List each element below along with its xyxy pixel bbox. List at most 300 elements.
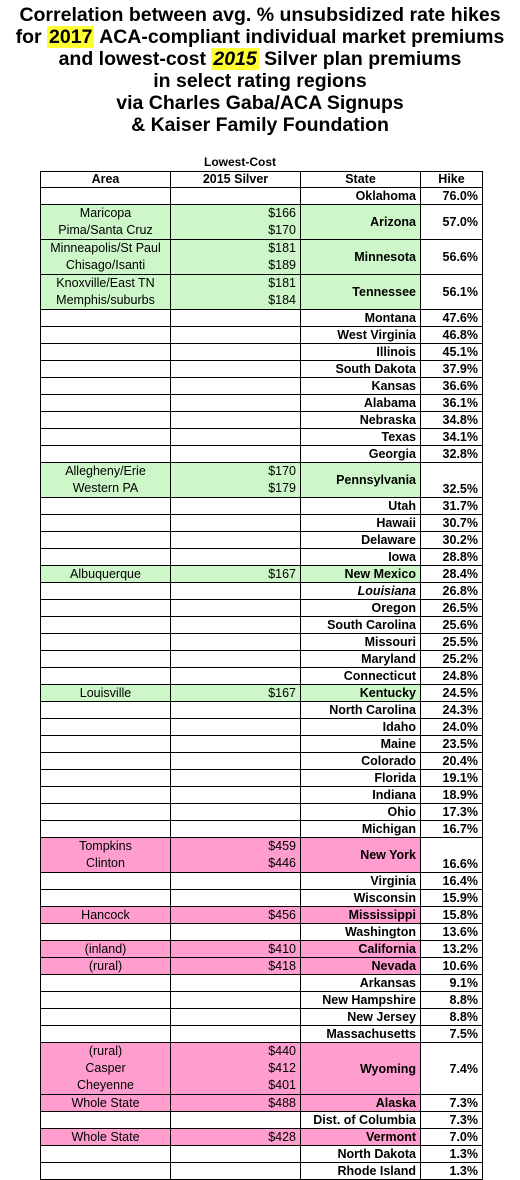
area-name: Whole State bbox=[71, 1096, 140, 1110]
area-name: Clinton bbox=[86, 856, 125, 870]
title-line-3-post: Silver plan premiums bbox=[258, 48, 462, 70]
hike-header: Hike bbox=[421, 172, 483, 188]
area-header: Area bbox=[41, 172, 171, 188]
hike-cell: 45.1% bbox=[421, 344, 483, 361]
state-cell: South Carolina bbox=[301, 617, 421, 634]
table-row bbox=[41, 736, 483, 753]
table-row bbox=[41, 1146, 483, 1163]
hike-cell: 37.9% bbox=[421, 361, 483, 378]
state-cell: Montana bbox=[301, 310, 421, 327]
silver-price-cell bbox=[171, 838, 301, 873]
area-name: Western PA bbox=[72, 481, 139, 495]
hike-cell: 19.1% bbox=[421, 770, 483, 787]
table-row bbox=[41, 344, 483, 361]
area-name: Tompkins bbox=[79, 839, 132, 853]
silver-price: $189 bbox=[268, 258, 296, 272]
silver-price-cell bbox=[171, 907, 301, 924]
silver-price-cell bbox=[171, 205, 301, 240]
table-row bbox=[41, 412, 483, 429]
hike-cell: 34.8% bbox=[421, 412, 483, 429]
silver-price: $410 bbox=[268, 942, 296, 956]
table-row bbox=[41, 429, 483, 446]
silver-price-cell bbox=[171, 787, 301, 804]
table-row bbox=[41, 566, 483, 583]
area-cell bbox=[41, 941, 171, 958]
page-title bbox=[0, 0, 520, 136]
hike-cell: 8.8% bbox=[421, 992, 483, 1009]
state-cell: New Hampshire bbox=[301, 992, 421, 1009]
title-line-3 bbox=[0, 48, 520, 70]
table-row bbox=[41, 770, 483, 787]
silver-header: 2015 Silver bbox=[171, 172, 301, 188]
silver-price-cell bbox=[171, 1095, 301, 1112]
hike-cell: 28.4% bbox=[421, 566, 483, 583]
state-cell: Louisiana bbox=[301, 583, 421, 600]
state-cell: Ohio bbox=[301, 804, 421, 821]
hike-cell: 7.3% bbox=[421, 1112, 483, 1129]
silver-price: $446 bbox=[268, 856, 296, 870]
table-body bbox=[41, 188, 483, 1180]
silver-price-cell bbox=[171, 702, 301, 719]
silver-price-cell bbox=[171, 992, 301, 1009]
area-cell bbox=[41, 958, 171, 975]
table-row bbox=[41, 992, 483, 1009]
table-row bbox=[41, 583, 483, 600]
hike-cell: 24.0% bbox=[421, 719, 483, 736]
table-row bbox=[41, 600, 483, 617]
table-row bbox=[41, 498, 483, 515]
rate-table bbox=[40, 171, 483, 1180]
silver-price: $181 bbox=[268, 276, 296, 290]
table-row bbox=[41, 446, 483, 463]
title-year-2015: 2015 bbox=[213, 48, 257, 70]
table-row bbox=[41, 975, 483, 992]
hike-cell: 7.3% bbox=[421, 1095, 483, 1112]
silver-price-cell bbox=[171, 310, 301, 327]
area-cell bbox=[41, 873, 171, 890]
silver-price-cell bbox=[171, 532, 301, 549]
hike-cell: 20.4% bbox=[421, 753, 483, 770]
area-cell bbox=[41, 1146, 171, 1163]
area-cell bbox=[41, 378, 171, 395]
state-cell: California bbox=[301, 941, 421, 958]
area-cell bbox=[41, 685, 171, 702]
hike-cell: 1.3% bbox=[421, 1163, 483, 1180]
silver-price: $488 bbox=[268, 1096, 296, 1110]
hike-cell: 1.3% bbox=[421, 1146, 483, 1163]
area-cell bbox=[41, 668, 171, 685]
state-cell: Rhode Island bbox=[301, 1163, 421, 1180]
state-cell: Georgia bbox=[301, 446, 421, 463]
area-cell bbox=[41, 395, 171, 412]
silver-price-cell bbox=[171, 634, 301, 651]
silver-price-cell bbox=[171, 600, 301, 617]
area-cell bbox=[41, 361, 171, 378]
silver-price-cell bbox=[171, 1009, 301, 1026]
area-cell bbox=[41, 907, 171, 924]
state-cell: Kentucky bbox=[301, 685, 421, 702]
state-cell: Pennsylvania bbox=[301, 463, 421, 498]
state-cell: Alaska bbox=[301, 1095, 421, 1112]
title-line-3-pre: and lowest-cost bbox=[58, 48, 212, 70]
table-row bbox=[41, 685, 483, 702]
table-row bbox=[41, 1026, 483, 1043]
area-cell bbox=[41, 446, 171, 463]
silver-price: $184 bbox=[268, 293, 296, 307]
hike-cell: 7.0% bbox=[421, 1129, 483, 1146]
area-cell bbox=[41, 890, 171, 907]
hike-cell: 24.8% bbox=[421, 668, 483, 685]
area-cell bbox=[41, 327, 171, 344]
silver-price: $170 bbox=[268, 464, 296, 478]
hike-cell: 56.1% bbox=[421, 275, 483, 310]
area-name: Knoxville/East TN bbox=[56, 276, 155, 290]
state-cell: Michigan bbox=[301, 821, 421, 838]
hike-cell: 16.6% bbox=[421, 838, 483, 873]
table-row bbox=[41, 804, 483, 821]
state-cell: Vermont bbox=[301, 1129, 421, 1146]
area-name: Memphis/suburbs bbox=[56, 293, 155, 307]
silver-price-cell bbox=[171, 446, 301, 463]
hike-cell: 13.6% bbox=[421, 924, 483, 941]
table-row bbox=[41, 719, 483, 736]
table-row bbox=[41, 1163, 483, 1180]
hike-cell: 8.8% bbox=[421, 1009, 483, 1026]
silver-price-cell bbox=[171, 804, 301, 821]
hike-cell: 15.8% bbox=[421, 907, 483, 924]
area-cell bbox=[41, 1095, 171, 1112]
table-row bbox=[41, 617, 483, 634]
table-row bbox=[41, 890, 483, 907]
table-row bbox=[41, 873, 483, 890]
silver-price-cell bbox=[171, 378, 301, 395]
hike-cell: 17.3% bbox=[421, 804, 483, 821]
silver-price-cell bbox=[171, 583, 301, 600]
table-row bbox=[41, 1129, 483, 1146]
table-row bbox=[41, 361, 483, 378]
silver-price-cell bbox=[171, 719, 301, 736]
area-cell bbox=[41, 344, 171, 361]
silver-price: $440 bbox=[268, 1044, 296, 1058]
silver-price-cell bbox=[171, 463, 301, 498]
silver-price-cell bbox=[171, 549, 301, 566]
state-cell: Washington bbox=[301, 924, 421, 941]
silver-price: $418 bbox=[268, 959, 296, 973]
table-row bbox=[41, 1095, 483, 1112]
silver-price-cell bbox=[171, 651, 301, 668]
state-header: State bbox=[301, 172, 421, 188]
silver-price-cell bbox=[171, 429, 301, 446]
hike-cell: 10.6% bbox=[421, 958, 483, 975]
hike-cell: 16.7% bbox=[421, 821, 483, 838]
silver-price-cell bbox=[171, 412, 301, 429]
state-cell: Wisconsin bbox=[301, 890, 421, 907]
area-name: Louisville bbox=[79, 686, 132, 700]
title-line-2-post: ACA-compliant individual market premiums bbox=[94, 26, 505, 48]
hike-cell: 26.8% bbox=[421, 583, 483, 600]
silver-price: $401 bbox=[268, 1078, 296, 1092]
area-cell bbox=[41, 188, 171, 205]
silver-price: $181 bbox=[268, 241, 296, 255]
silver-price-cell bbox=[171, 1146, 301, 1163]
hike-cell: 15.9% bbox=[421, 890, 483, 907]
silver-price-cell bbox=[171, 188, 301, 205]
area-cell bbox=[41, 1009, 171, 1026]
hike-cell: 34.1% bbox=[421, 429, 483, 446]
silver-price-cell bbox=[171, 617, 301, 634]
silver-price: $170 bbox=[268, 223, 296, 237]
area-name: (rural) bbox=[88, 959, 123, 973]
area-cell bbox=[41, 736, 171, 753]
area-cell bbox=[41, 719, 171, 736]
table-row bbox=[41, 668, 483, 685]
silver-price: $428 bbox=[268, 1130, 296, 1144]
area-cell bbox=[41, 838, 171, 873]
state-cell: Utah bbox=[301, 498, 421, 515]
state-cell: Tennessee bbox=[301, 275, 421, 310]
area-cell bbox=[41, 702, 171, 719]
area-name: Chisago/Isanti bbox=[65, 258, 146, 272]
hike-cell: 57.0% bbox=[421, 205, 483, 240]
area-name: Albuquerque bbox=[70, 567, 141, 581]
state-cell: North Carolina bbox=[301, 702, 421, 719]
area-cell bbox=[41, 600, 171, 617]
title-year-2017: 2017 bbox=[49, 26, 93, 48]
state-cell: West Virginia bbox=[301, 327, 421, 344]
title-line-6: & Kaiser Family Foundation bbox=[131, 114, 389, 136]
area-cell bbox=[41, 463, 171, 498]
table-row bbox=[41, 310, 483, 327]
state-cell: Mississippi bbox=[301, 907, 421, 924]
silver-price-cell bbox=[171, 395, 301, 412]
table-row bbox=[41, 395, 483, 412]
title-line-5: via Charles Gaba/ACA Signups bbox=[116, 92, 404, 114]
hike-cell: 56.6% bbox=[421, 240, 483, 275]
hike-cell: 7.5% bbox=[421, 1026, 483, 1043]
hike-cell: 26.5% bbox=[421, 600, 483, 617]
hike-cell: 13.2% bbox=[421, 941, 483, 958]
hike-cell: 31.7% bbox=[421, 498, 483, 515]
area-cell bbox=[41, 634, 171, 651]
silver-price-cell bbox=[171, 736, 301, 753]
state-cell: Texas bbox=[301, 429, 421, 446]
lowest-cost-header: Lowest-Cost bbox=[204, 155, 276, 169]
state-cell: New York bbox=[301, 838, 421, 873]
table-row bbox=[41, 838, 483, 873]
table-row bbox=[41, 327, 483, 344]
state-cell: Maine bbox=[301, 736, 421, 753]
state-cell: Wyoming bbox=[301, 1043, 421, 1095]
silver-price-cell bbox=[171, 275, 301, 310]
area-cell bbox=[41, 753, 171, 770]
state-cell: Kansas bbox=[301, 378, 421, 395]
silver-price-cell bbox=[171, 361, 301, 378]
table-row bbox=[41, 188, 483, 205]
state-cell: New Mexico bbox=[301, 566, 421, 583]
title-line-4: in select rating regions bbox=[153, 70, 367, 92]
state-cell: Colorado bbox=[301, 753, 421, 770]
hike-cell: 23.5% bbox=[421, 736, 483, 753]
area-cell bbox=[41, 1163, 171, 1180]
area-cell bbox=[41, 975, 171, 992]
table-row bbox=[41, 240, 483, 275]
hike-cell: 7.4% bbox=[421, 1043, 483, 1095]
silver-price-cell bbox=[171, 770, 301, 787]
table-row bbox=[41, 549, 483, 566]
area-cell bbox=[41, 651, 171, 668]
silver-price: $459 bbox=[268, 839, 296, 853]
silver-price: $412 bbox=[268, 1061, 296, 1075]
hike-cell: 36.1% bbox=[421, 395, 483, 412]
table-row bbox=[41, 378, 483, 395]
title-line-2 bbox=[0, 26, 520, 48]
area-cell bbox=[41, 566, 171, 583]
table-row bbox=[41, 532, 483, 549]
state-cell: Iowa bbox=[301, 549, 421, 566]
state-cell: Missouri bbox=[301, 634, 421, 651]
table-row bbox=[41, 651, 483, 668]
silver-price: $167 bbox=[268, 686, 296, 700]
silver-price-cell bbox=[171, 753, 301, 770]
state-cell: Minnesota bbox=[301, 240, 421, 275]
table-row bbox=[41, 1043, 483, 1095]
area-name: Casper bbox=[85, 1061, 126, 1075]
state-cell: Delaware bbox=[301, 532, 421, 549]
hike-cell: 30.2% bbox=[421, 532, 483, 549]
area-cell bbox=[41, 770, 171, 787]
silver-price-cell bbox=[171, 566, 301, 583]
area-cell bbox=[41, 1129, 171, 1146]
silver-price: $179 bbox=[268, 481, 296, 495]
silver-price-cell bbox=[171, 890, 301, 907]
hike-cell: 16.4% bbox=[421, 873, 483, 890]
table-row bbox=[41, 275, 483, 310]
hike-cell: 76.0% bbox=[421, 188, 483, 205]
hike-cell: 25.5% bbox=[421, 634, 483, 651]
state-cell: Idaho bbox=[301, 719, 421, 736]
table-row bbox=[41, 634, 483, 651]
state-cell: Nebraska bbox=[301, 412, 421, 429]
area-cell bbox=[41, 1112, 171, 1129]
silver-price-cell bbox=[171, 924, 301, 941]
hike-cell: 32.8% bbox=[421, 446, 483, 463]
state-cell: Florida bbox=[301, 770, 421, 787]
silver-price-cell bbox=[171, 668, 301, 685]
state-cell: North Dakota bbox=[301, 1146, 421, 1163]
table-row bbox=[41, 1009, 483, 1026]
area-name: Maricopa bbox=[79, 206, 132, 220]
table-row bbox=[41, 958, 483, 975]
state-cell: Connecticut bbox=[301, 668, 421, 685]
hike-cell: 18.9% bbox=[421, 787, 483, 804]
hike-cell: 46.8% bbox=[421, 327, 483, 344]
area-name: Hancock bbox=[81, 908, 130, 922]
state-cell: South Dakota bbox=[301, 361, 421, 378]
silver-price-cell bbox=[171, 498, 301, 515]
state-cell: Oregon bbox=[301, 600, 421, 617]
silver-price-cell bbox=[171, 941, 301, 958]
state-cell: Hawaii bbox=[301, 515, 421, 532]
silver-price: $456 bbox=[268, 908, 296, 922]
hike-cell: 47.6% bbox=[421, 310, 483, 327]
silver-price-cell bbox=[171, 685, 301, 702]
silver-price-cell bbox=[171, 515, 301, 532]
hike-cell: 9.1% bbox=[421, 975, 483, 992]
state-cell: Indiana bbox=[301, 787, 421, 804]
table-row bbox=[41, 515, 483, 532]
silver-price-cell bbox=[171, 958, 301, 975]
table-row bbox=[41, 753, 483, 770]
area-cell bbox=[41, 787, 171, 804]
state-cell: Massachusetts bbox=[301, 1026, 421, 1043]
table-row bbox=[41, 924, 483, 941]
hike-cell: 24.5% bbox=[421, 685, 483, 702]
area-name: Allegheny/Erie bbox=[65, 464, 146, 478]
area-cell bbox=[41, 275, 171, 310]
silver-price-cell bbox=[171, 1163, 301, 1180]
area-cell bbox=[41, 1043, 171, 1095]
hike-cell: 36.6% bbox=[421, 378, 483, 395]
hike-cell: 28.8% bbox=[421, 549, 483, 566]
state-cell: Arizona bbox=[301, 205, 421, 240]
state-cell: Maryland bbox=[301, 651, 421, 668]
table-row bbox=[41, 787, 483, 804]
state-cell: Alabama bbox=[301, 395, 421, 412]
silver-price-cell bbox=[171, 344, 301, 361]
area-name: (inland) bbox=[84, 942, 127, 956]
table-row bbox=[41, 463, 483, 498]
silver-price: $166 bbox=[268, 206, 296, 220]
area-cell bbox=[41, 498, 171, 515]
silver-price-cell bbox=[171, 1026, 301, 1043]
area-cell bbox=[41, 617, 171, 634]
hike-cell: 30.7% bbox=[421, 515, 483, 532]
area-cell bbox=[41, 583, 171, 600]
silver-price-cell bbox=[171, 975, 301, 992]
state-cell: Nevada bbox=[301, 958, 421, 975]
area-cell bbox=[41, 310, 171, 327]
area-cell bbox=[41, 804, 171, 821]
silver-price-cell bbox=[171, 1043, 301, 1095]
area-cell bbox=[41, 1026, 171, 1043]
area-name: Pima/Santa Cruz bbox=[58, 223, 153, 237]
silver-price-cell bbox=[171, 873, 301, 890]
area-name: Minneapolis/St Paul bbox=[50, 241, 161, 255]
area-cell bbox=[41, 549, 171, 566]
table-row bbox=[41, 702, 483, 719]
area-cell bbox=[41, 240, 171, 275]
area-name: Cheyenne bbox=[77, 1078, 134, 1092]
table-row bbox=[41, 1112, 483, 1129]
header-row bbox=[41, 172, 483, 188]
table-row bbox=[41, 205, 483, 240]
title-line-1: Correlation between avg. % unsubsidized rate hikes bbox=[19, 4, 501, 26]
silver-price-cell bbox=[171, 327, 301, 344]
state-cell: New Jersey bbox=[301, 1009, 421, 1026]
silver-price-cell bbox=[171, 821, 301, 838]
area-name: Whole State bbox=[71, 1130, 140, 1144]
area-cell bbox=[41, 429, 171, 446]
state-cell: Arkansas bbox=[301, 975, 421, 992]
silver-price-cell bbox=[171, 1129, 301, 1146]
silver-price: $167 bbox=[268, 567, 296, 581]
hike-cell: 25.6% bbox=[421, 617, 483, 634]
state-cell: Oklahoma bbox=[301, 188, 421, 205]
title-line-2-pre: for bbox=[15, 26, 48, 48]
table-row bbox=[41, 821, 483, 838]
area-cell bbox=[41, 992, 171, 1009]
state-cell: Illinois bbox=[301, 344, 421, 361]
